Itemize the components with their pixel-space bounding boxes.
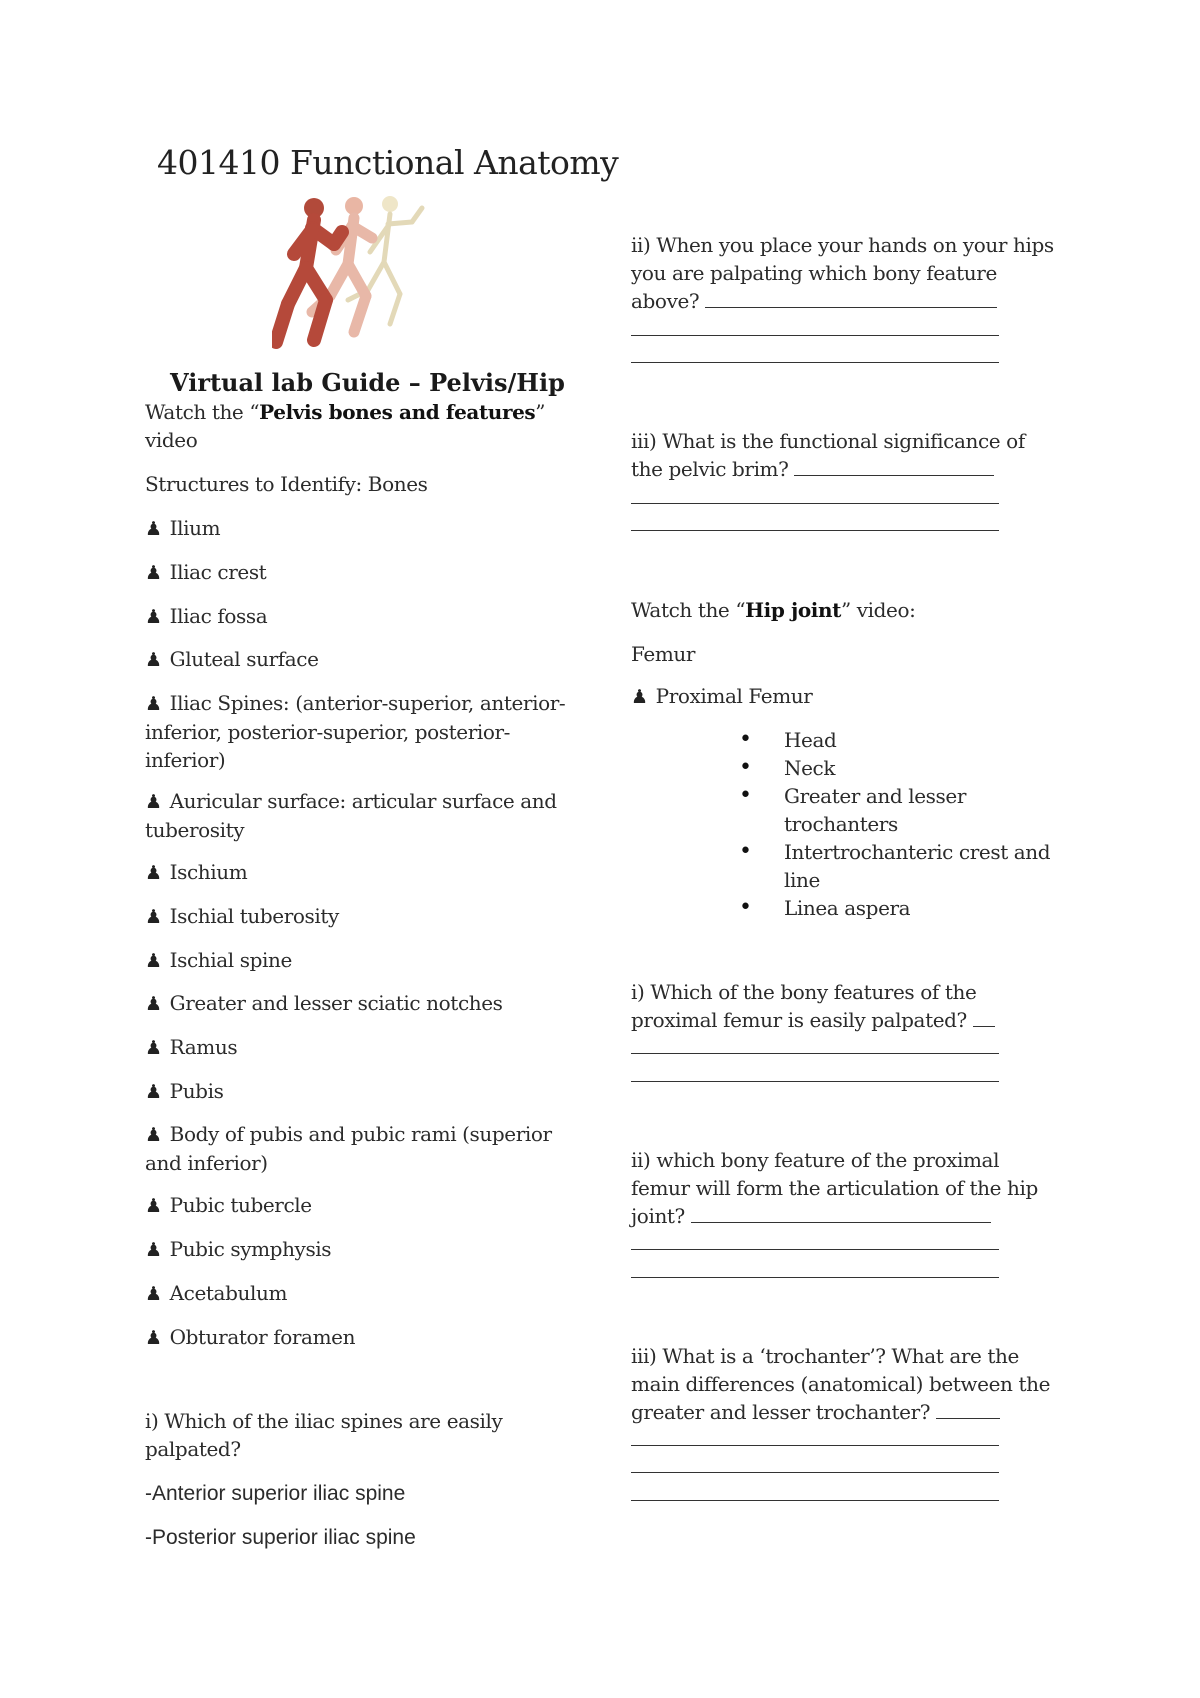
bone-item: ♟ Ischium	[145, 858, 575, 887]
answer-line[interactable]	[631, 1445, 999, 1446]
bone-item: ♟ Iliac Spines: (anterior-superior, anterior-inferior, posterior-superior, posterior-inferior)	[145, 689, 575, 774]
femur-features-list	[739, 726, 1079, 922]
muscle-figure	[276, 198, 342, 342]
bone-item: ♟ Ischial spine	[145, 946, 575, 975]
answer-line[interactable]	[631, 1081, 999, 1082]
page-title: 401410 Functional Anatomy	[157, 143, 619, 182]
answer-line[interactable]	[973, 1008, 995, 1027]
structures-heading: Structures to Identify: Bones	[145, 472, 428, 496]
question-pelvic-brim: iii) What is the functional significance of the pelvic brim?	[631, 429, 1025, 481]
bone-item: ♟ Pubic tubercle	[145, 1191, 575, 1220]
answer-asis: -Anterior superior iliac spine	[145, 1482, 406, 1505]
femur-feature-item: • Linea aspera	[739, 894, 1079, 922]
question-trochanter: iii) What is a ‘trochanter’? What are the main differences (anatomical) between the greater and lesser trochanter?	[631, 1344, 1051, 1424]
bone-item: ♟ Gluteal surface	[145, 645, 575, 674]
guide-subtitle: Virtual lab Guide – Pelvis/Hip	[170, 368, 565, 397]
answer-line[interactable]	[631, 1277, 999, 1278]
femur-feature-item: • Intertrochanteric crest and line	[739, 838, 1079, 894]
femur-feature-item: • Greater and lesser trochanters	[739, 782, 1079, 838]
pelvis-video-name: Pelvis bones and features	[259, 400, 536, 424]
bone-item: ♟ Body of pubis and pubic rami (superior and inferior)	[145, 1120, 575, 1177]
answer-line[interactable]	[631, 1500, 999, 1501]
question-femur-articulation: ii) which bony feature of the proximal femur will form the articulation of the hip joint?	[631, 1148, 1038, 1228]
answer-line[interactable]	[631, 530, 999, 531]
answer-line[interactable]	[631, 1249, 999, 1250]
bone-item: ♟ Acetabulum	[145, 1279, 575, 1308]
femur-feature-item: • Neck	[739, 754, 1079, 782]
answer-psis: -Posterior superior iliac spine	[145, 1526, 416, 1549]
answer-line[interactable]	[631, 1472, 999, 1473]
bone-item: ♟ Iliac fossa	[145, 602, 575, 631]
question-iliac-spines: i) Which of the iliac spines are easily palpated?	[145, 1409, 503, 1461]
pelvis-video-instruction: Watch the “Pelvis bones and features” video	[145, 400, 546, 452]
bone-item: ♟ Ilium	[145, 514, 575, 543]
bone-item: ♟ Auricular surface: articular surface and tuberosity	[145, 787, 575, 844]
hip-video-instruction: Watch the “Hip joint” video:	[631, 598, 916, 622]
answer-line[interactable]	[631, 335, 999, 336]
bone-item: ♟ Obturator foramen	[145, 1323, 575, 1352]
answer-line[interactable]	[936, 1400, 1000, 1419]
answer-line[interactable]	[794, 457, 994, 476]
question-hips-palpation: ii) When you place your hands on your hips you are palpating which bony feature above?	[631, 233, 1054, 313]
answer-line[interactable]	[705, 289, 997, 308]
answer-line[interactable]	[691, 1204, 991, 1223]
bone-item: ♟ Ischial tuberosity	[145, 902, 575, 931]
bone-item: ♟ Pubic symphysis	[145, 1235, 575, 1264]
question-femur-palpated: i) Which of the bony features of the proximal femur is easily palpated?	[631, 978, 1046, 1034]
answer-line[interactable]	[631, 1053, 999, 1054]
answer-line[interactable]	[631, 503, 999, 504]
proximal-femur-item: ♟ Proximal Femur	[631, 682, 1071, 711]
answer-line[interactable]	[631, 362, 999, 363]
bone-item: ♟ Ramus	[145, 1033, 575, 1062]
femur-feature-item: • Head	[739, 726, 1079, 754]
hip-video-name: Hip joint	[745, 598, 841, 622]
bone-item: ♟ Pubis	[145, 1077, 575, 1106]
bone-item: ♟ Iliac crest	[145, 558, 575, 587]
running-anatomy-figure	[272, 192, 442, 362]
bone-item: ♟ Greater and lesser sciatic notches	[145, 989, 575, 1018]
femur-heading: Femur	[631, 642, 696, 666]
